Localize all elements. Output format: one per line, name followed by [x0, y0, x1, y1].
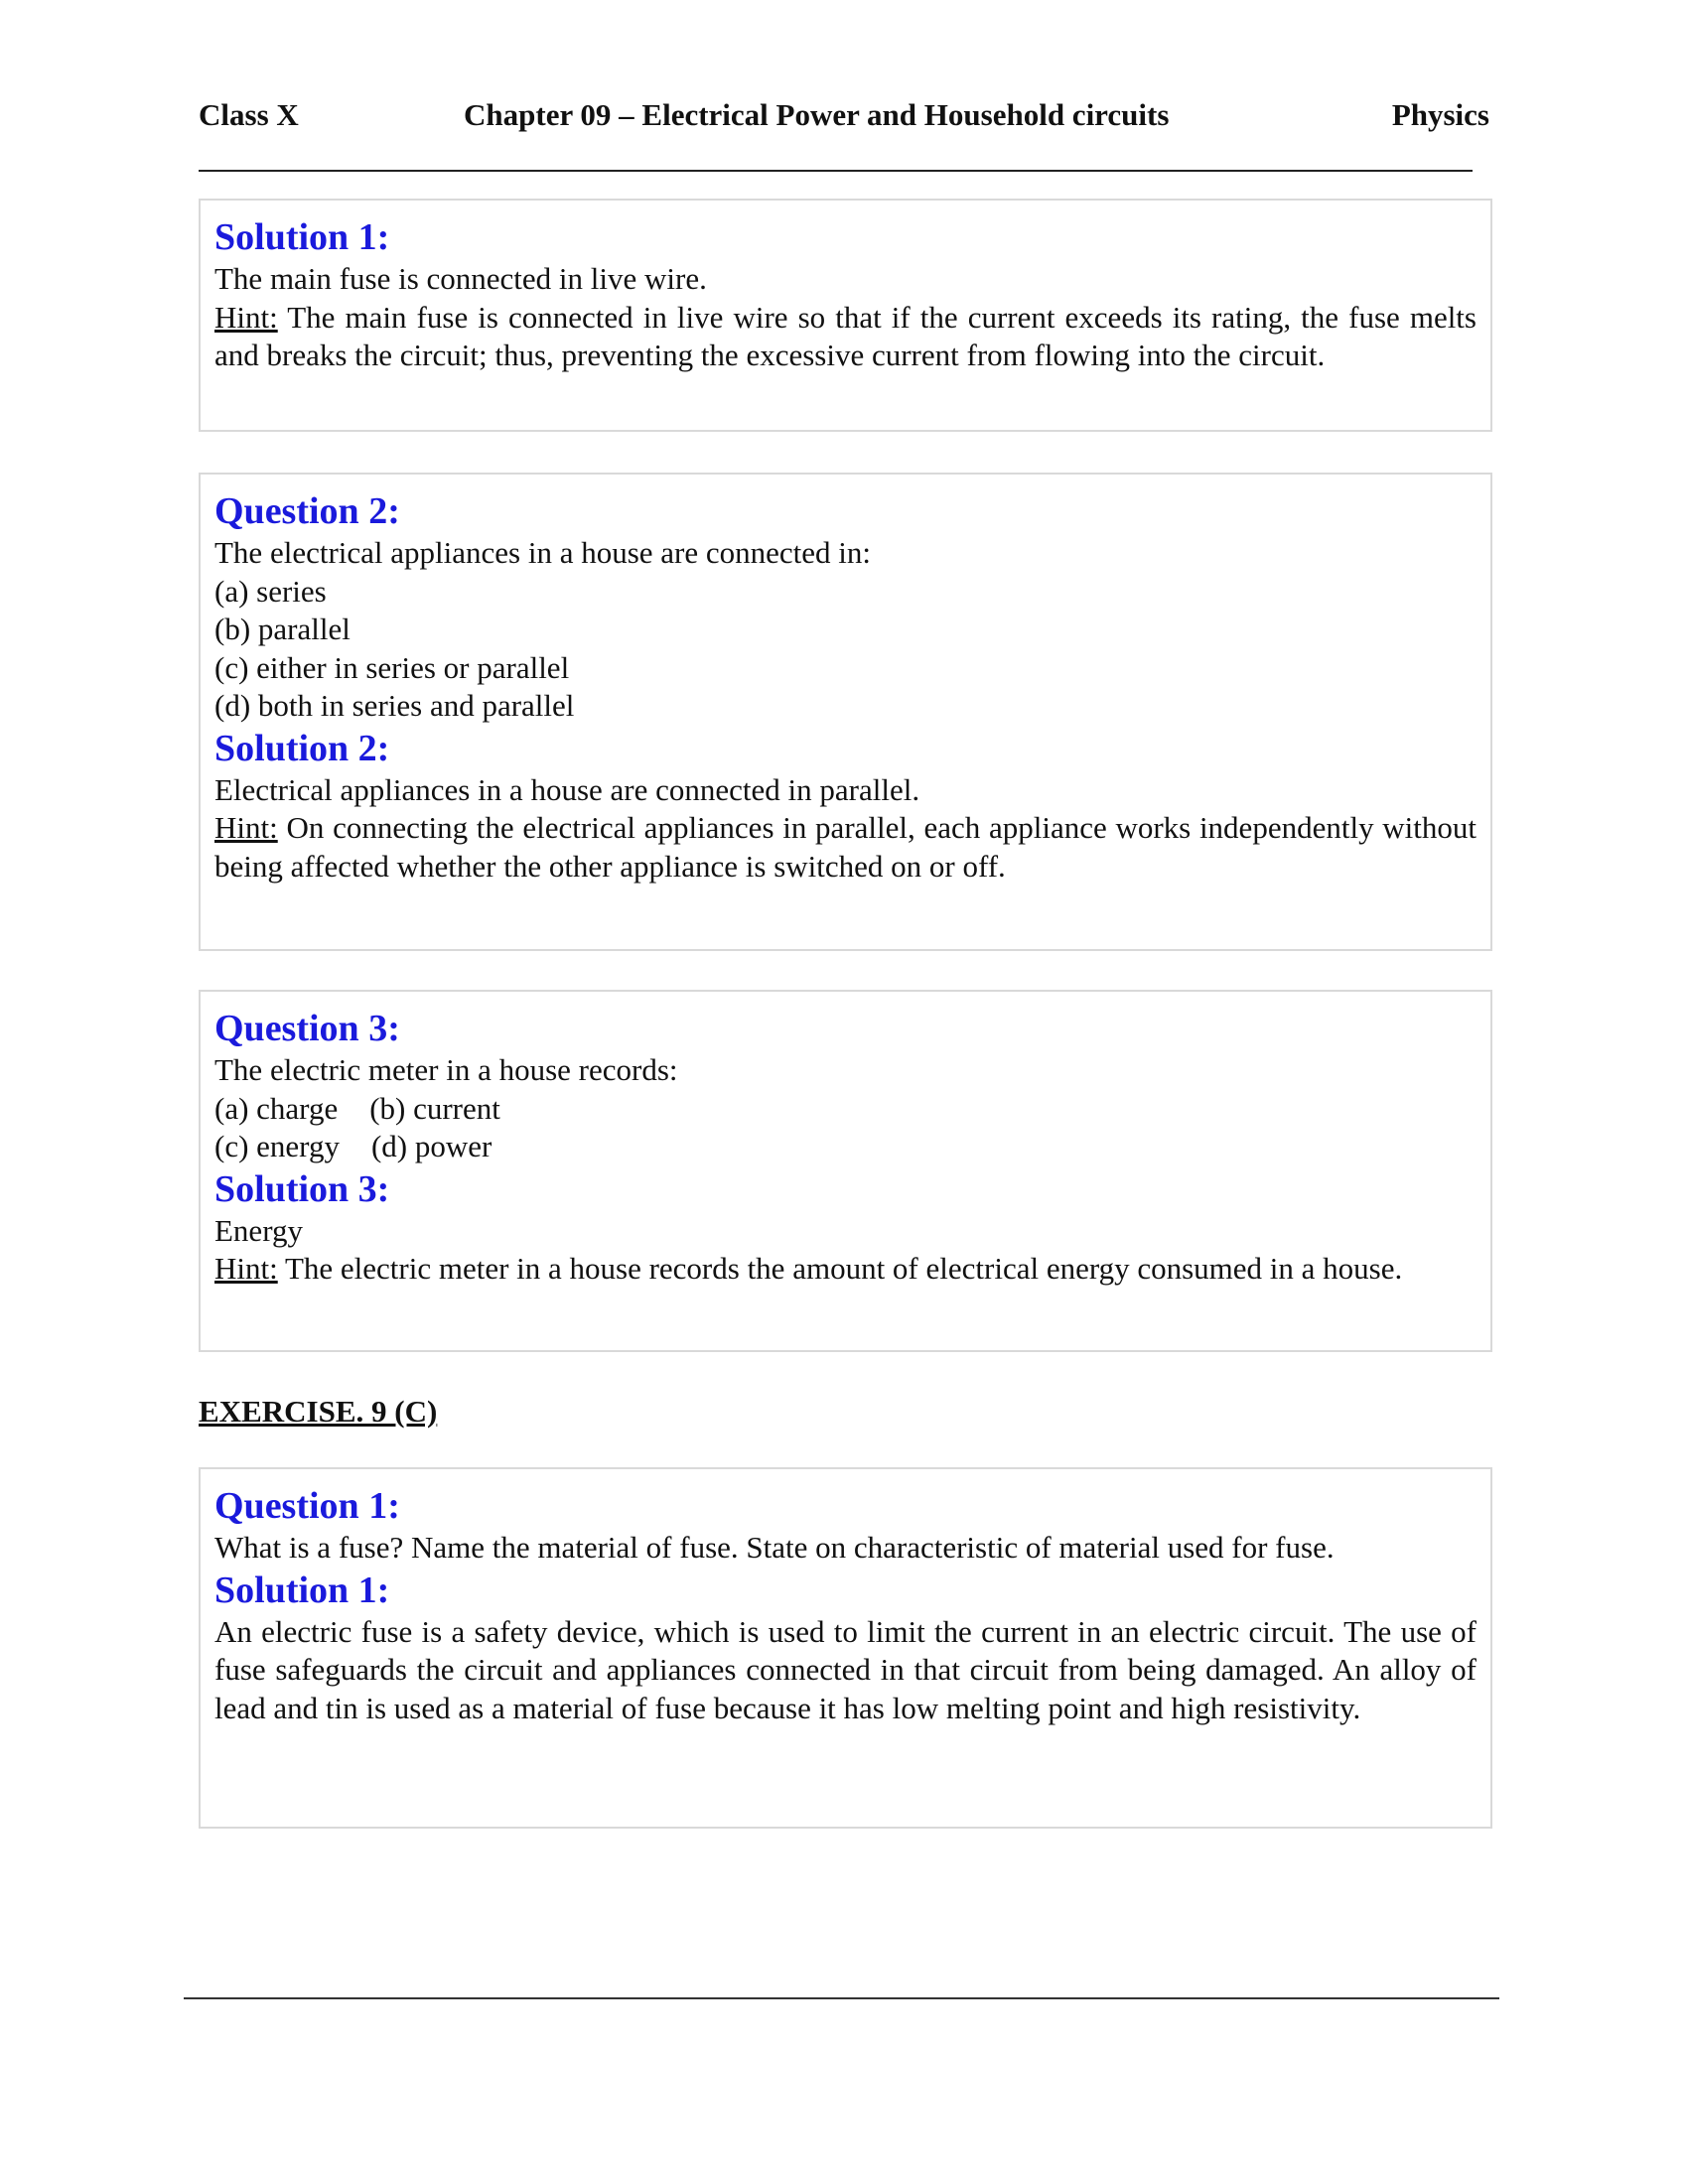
solution-3-answer: Energy [214, 1212, 303, 1248]
question-3-heading: Question 3: [214, 1008, 400, 1049]
solution-1-heading: Solution 1: [214, 216, 390, 258]
solution-1-hint [214, 299, 1477, 375]
option-d: (d) both in series and parallel [214, 688, 575, 723]
question-3-box [199, 990, 1492, 1352]
question-1-heading: Question 1: [214, 1485, 400, 1527]
solution-1-answer: An electric fuse is a safety device, which is used to limit the current in an electric circuit. The use of fuse safeguards the circuit and appliances connected in that circuit from being damaged. An alloy of lead and tin is used as a material of fuse because it has low melting point and high resistivity. [214, 1613, 1477, 1725]
solution-3-hint [214, 1250, 1477, 1289]
solution-3-heading: Solution 3: [214, 1167, 390, 1210]
option-b: (b) parallel [214, 612, 351, 646]
page-header [199, 97, 1489, 141]
question-2-heading: Question 2: [214, 490, 400, 532]
exercise-heading: EXERCISE. 9 (C) [199, 1394, 438, 1429]
option-d: (d) power [370, 1129, 492, 1163]
header-class: Class X [199, 97, 299, 132]
solution-2-heading: Solution 2: [214, 727, 390, 769]
option-a: (a) charge [214, 1090, 339, 1126]
question-3-text: The electric meter in a house records: [214, 1052, 678, 1087]
question-2-box [199, 473, 1492, 951]
option-c: (c) either in series or parallel [214, 649, 570, 685]
hint-text: The main fuse is connected in live wire so that if the current exceeds its rating, the fuse melts and breaks the circuit; thus, preventing the excessive current from flowing into the circuit. [214, 299, 1477, 372]
solution-1-box [199, 199, 1492, 432]
footer-divider [184, 1997, 1499, 1999]
option-a: (a) series [214, 573, 327, 609]
header-chapter-title: Chapter 09 – Electrical Power and Household circuits [464, 97, 1170, 132]
hint-label: Hint: [214, 299, 278, 335]
question-1-text: What is a fuse? Name the material of fuse. State on characteristic of material used for fuse. [214, 1530, 1335, 1565]
solution-2-answer: Electrical appliances in a house are connected in parallel. [214, 771, 920, 807]
question-2-text: The electrical appliances in a house are connected in: [214, 535, 872, 570]
option-c: (c) energy [214, 1129, 340, 1163]
solution-2-hint [214, 809, 1477, 886]
header-divider [199, 170, 1473, 172]
solution-1-heading: Solution 1: [214, 1569, 390, 1611]
option-b: (b) current [369, 1090, 500, 1126]
hint-label: Hint: [214, 1251, 278, 1286]
solution-1-answer: The main fuse is connected in live wire. [214, 261, 707, 296]
header-subject: Physics [1391, 97, 1489, 132]
hint-text: The electric meter in a house records the amount of electrical energy consumed in a house. [284, 1251, 1403, 1286]
hint-label: Hint: [214, 810, 278, 845]
options-row-2 [214, 1128, 1477, 1166]
exercise-question-1-box [199, 1467, 1492, 1829]
options-row-1 [214, 1090, 1477, 1129]
hint-text: On connecting the electrical appliances in parallel, each appliance works independently without being affected whether the other appliance is switched on or off. [214, 810, 1477, 884]
